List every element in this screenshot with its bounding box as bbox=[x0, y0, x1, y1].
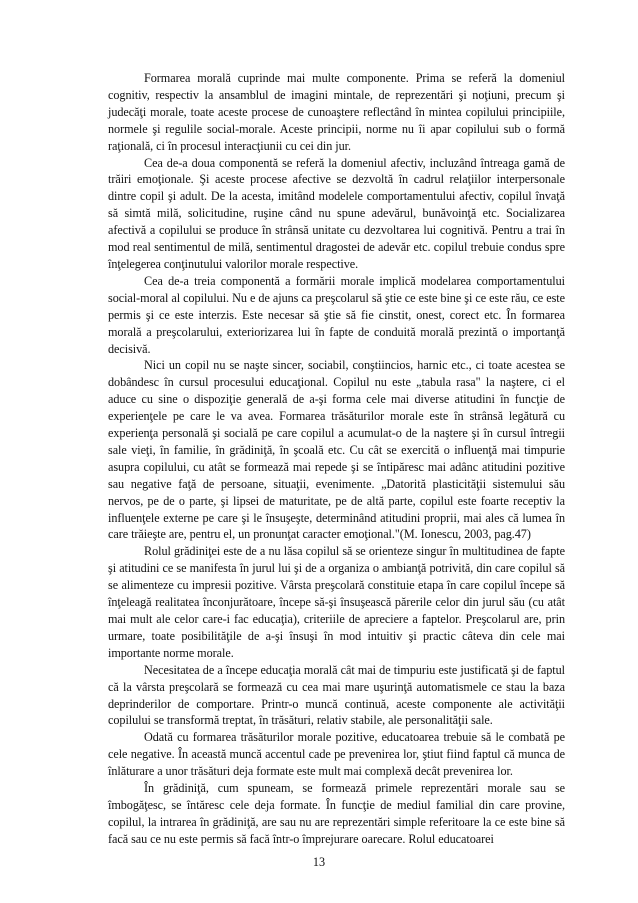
paragraph-kindergarten-role: Rolul grădiniţei este de a nu lăsa copilul să se orienteze singur în multitudinea de fapte şi atitudini ce se manifesta în jurul lui şi de a organiza o ambianţă potrivită, din care copilul să se alimenteze cu impresii pozitive. Vârsta preşcolară constituie etapa în care copilul începe să înţeleagă realitatea înconjurătoare, începe să-şi însuşească părerile celor din jurul său (cu atât mai mult ale celor care-i fac educaţia), criteriile de apreciere a faptelor. Preşcolarul are, prin urmare, toate posibilităţile de a-şi însuşi în mod intuitiv şi practic câteva din cele mai importante norme morale. bbox=[108, 544, 565, 660]
paragraph-negative-traits: Odată cu formarea trăsăturilor morale pozitive, educatoarea trebuie să le combată pe cele negative. În această muncă accentul cade pe prevenirea lor, ştiut fiind faptul că munca de înlăturare a unor trăsături deja formate este mult mai complexă decât prevenirea lor. bbox=[108, 730, 565, 779]
paragraph-behavior-modeling: Cea de-a treia componentă a formării morale implică modelarea comportamentului social-moral al copilului. Nu e de ajuns ca preşcolarul să ştie ce este bine şi ce este rău, ce este permis şi ce este interzis. Este necesar să ştie să fie cinstit, onest, corect etc. În formarea morală a preşcolarului, exteriorizarea lui în fapte de conduită morală prezintă o importanţă decisivă. bbox=[108, 273, 565, 356]
paragraph-moral-representations: În grădiniţă, cum spuneam, se formează primele reprezentări morale sau se îmbogăţesc, se întăresc cele deja formate. În funcţie de mediul familial din care provine, copilul, la intrarea în grădiniţă, are sau nu are reprezentări simple referitoare la ce este bine să facă sau ce nu este permis să facă într-o împrejurare oarecare. Rolul educatoarei bbox=[108, 781, 565, 846]
paragraph-moral-components: Formarea morală cuprinde mai multe componente. Prima se referă la domeniul cognitiv, respectiv la ansamblul de imagini mintale, de reprezentări şi noţiuni, precum şi judecăţi morale, toate aceste procese de cunoaştere reflectând în mintea copilului principiile, normele şi regulile social-morale. Aceste principii, norme nu îi apar copilului sub o formă raţională, ci în procesul interacţiunii cu cei din jur. bbox=[108, 71, 565, 153]
document-page bbox=[108, 70, 565, 848]
paragraph-affective-domain: Cea de-a doua componentă se referă la domeniul afectiv, incluzând întreaga gamă de trăiri emoţionale. Şi aceste procese afective se dezvoltă în cadrul relaţiilor interpersonale dintre copil şi adult. De la acesta, imitând modelele comportamentului afectiv, copilul învaţă să simtă milă, solicitudine, ruşine când nu spune adevărul, bunăvoinţă etc. Socializarea afectivă a copilului se produce în strânsă unitate cu dezvoltarea lui cognitivă. Pentru a trai în mod real sentimentul de milă, sentimentul dragostei de adevăr etc. copilul trebuie condus spre înţelegerea conţinutului valorilor morale respective. bbox=[108, 155, 565, 271]
paragraph-acquired-traits: Nici un copil nu se naşte sincer, sociabil, conştiincios, harnic etc., ci toate acestea se dobândesc în cursul procesului educaţional. Copilul nu este „tabula rasa" la naştere, ci el aduce cu sine o dispoziţie generală de a-şi forma cele mai diverse atitudini în funcţie de experienţele pe care le va avea. Formarea trăsăturilor morale este în strânsă legătură cu experienţa personală şi socială pe care copilul a acumulat-o de la naştere şi în cursul întregii sale vieţi, în familie, în grădiniţă, în şcoală etc. Cu cât se exercită o influenţă mai timpurie asupra copilului, cu atât se formează mai repede şi se întipăresc mai adânc atitudini pozitive sau negative faţă de persoane, situaţii, evenimente. „Datorită plasticităţii sistemului său nervos, pe de o parte, şi lipsei de maturitate, pe de altă parte, copilul este foarte receptiv la influenţele externe pe care şi le însuşeşte, determinând atitudini proprii, mai ales că lumea în care trăieşte are, pentru el, un pronunţat caracter emoţional."(M. Ionescu, 2003, pag.47) bbox=[108, 358, 565, 542]
paragraph-early-education: Necesitatea de a începe educaţia morală cât mai de timpuriu este justificată şi de faptul că la vârsta preşcolară se formează cu cea mai mare uşurinţă automatismele ce stau la baza deprinderilor de comportare. Printr-o muncă continuă, aceste componente ale activităţii copilului se transformă treptat, în trăsături, relativ stabile, ale personalităţii sale. bbox=[108, 662, 565, 728]
page-number: 13 bbox=[312, 855, 326, 869]
